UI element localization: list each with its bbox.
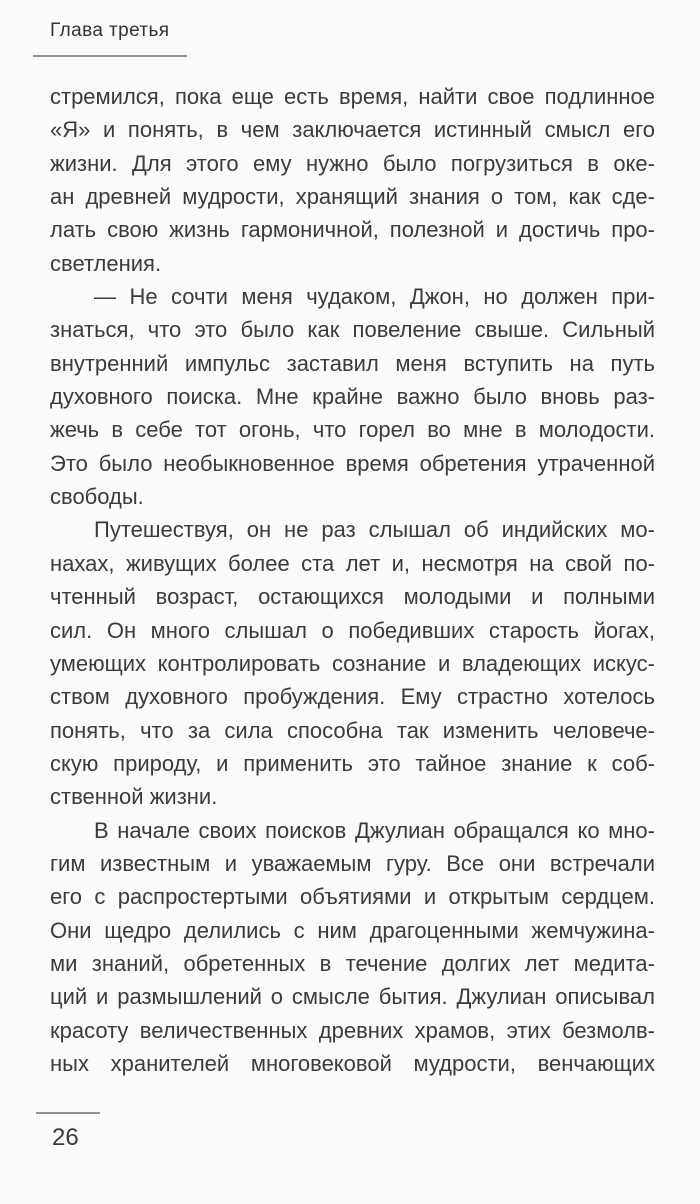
text-line: внутренний импульс заставил меня вступить на путь xyxy=(50,350,655,376)
page-text xyxy=(50,80,655,1080)
text-line: свободы. xyxy=(50,484,144,510)
text-line: ан древней мудрости, хранящий знания о том, как сде- xyxy=(50,184,655,210)
text-line: ций и размышлений о смысле бытия. Джулиан описывал xyxy=(50,984,655,1010)
text-line: жечь в себе тот огонь, что горел во мне в молодости. xyxy=(50,417,655,443)
text-line: ных хранителей многовековой мудрости, венчающих xyxy=(50,1050,655,1076)
text-line: светления. xyxy=(50,250,162,276)
chapter-heading: Глава третья xyxy=(50,20,170,41)
text-line: ственной жизни. xyxy=(50,784,218,810)
text-line: ством духовного пробуждения. Ему страстно хотелось xyxy=(50,684,655,710)
text-line: духовного поиска. Мне крайне важно было вновь раз- xyxy=(50,384,655,410)
text-line: умеющих контролировать сознание и владеющих искус- xyxy=(50,650,655,676)
text-line: знаться, что это было как повеление свыше. Сильный xyxy=(50,317,655,343)
text-line: Это было необыкновенное время обретения утраченной xyxy=(50,450,655,476)
text-line: стремился, пока еще есть время, найти свое подлинное xyxy=(50,84,655,109)
header-rule xyxy=(33,55,187,57)
text-line: сил. Он много слышал о победивших старость йогах, xyxy=(50,617,655,643)
text-line: Путешествуя, он не раз слышал об индийских мо- xyxy=(94,517,655,543)
text-line: его с распростертыми объятиями и открытым сердцем. xyxy=(50,884,655,910)
text-line: красоту величественных древних храмов, этих безмолв- xyxy=(50,1017,655,1043)
footer-rule xyxy=(36,1112,100,1114)
text-line: В начале своих поисков Джулиан обращался ко мно- xyxy=(94,817,655,843)
page-number: 26 xyxy=(52,1124,79,1151)
text-line: Они щедро делились с ним драгоценными жемчужина- xyxy=(50,917,655,943)
text-line: жизни. Для этого ему нужно было погрузиться в оке- xyxy=(50,150,655,176)
text-line: понять, что за сила способна так изменить человече- xyxy=(50,717,655,743)
text-line: нахах, живущих более ста лет и, несмотря на свой по- xyxy=(50,550,655,576)
text-line: скую природу, и применить это тайное знание к соб- xyxy=(50,750,655,776)
text-line: ми знаний, обретенных в течение долгих лет медита- xyxy=(50,950,655,976)
text-line: лать свою жизнь гармоничной, полезной и достичь про- xyxy=(50,217,655,243)
text-line: чтенный возраст, остающихся молодыми и полными xyxy=(50,584,655,610)
text-line: — Не сочти меня чудаком, Джон, но должен при- xyxy=(94,284,655,310)
text-line: гим известным и уважаемым гуру. Все они встречали xyxy=(50,850,655,876)
text-line: «Я» и понять, в чем заключается истинный смысл его xyxy=(50,117,655,143)
